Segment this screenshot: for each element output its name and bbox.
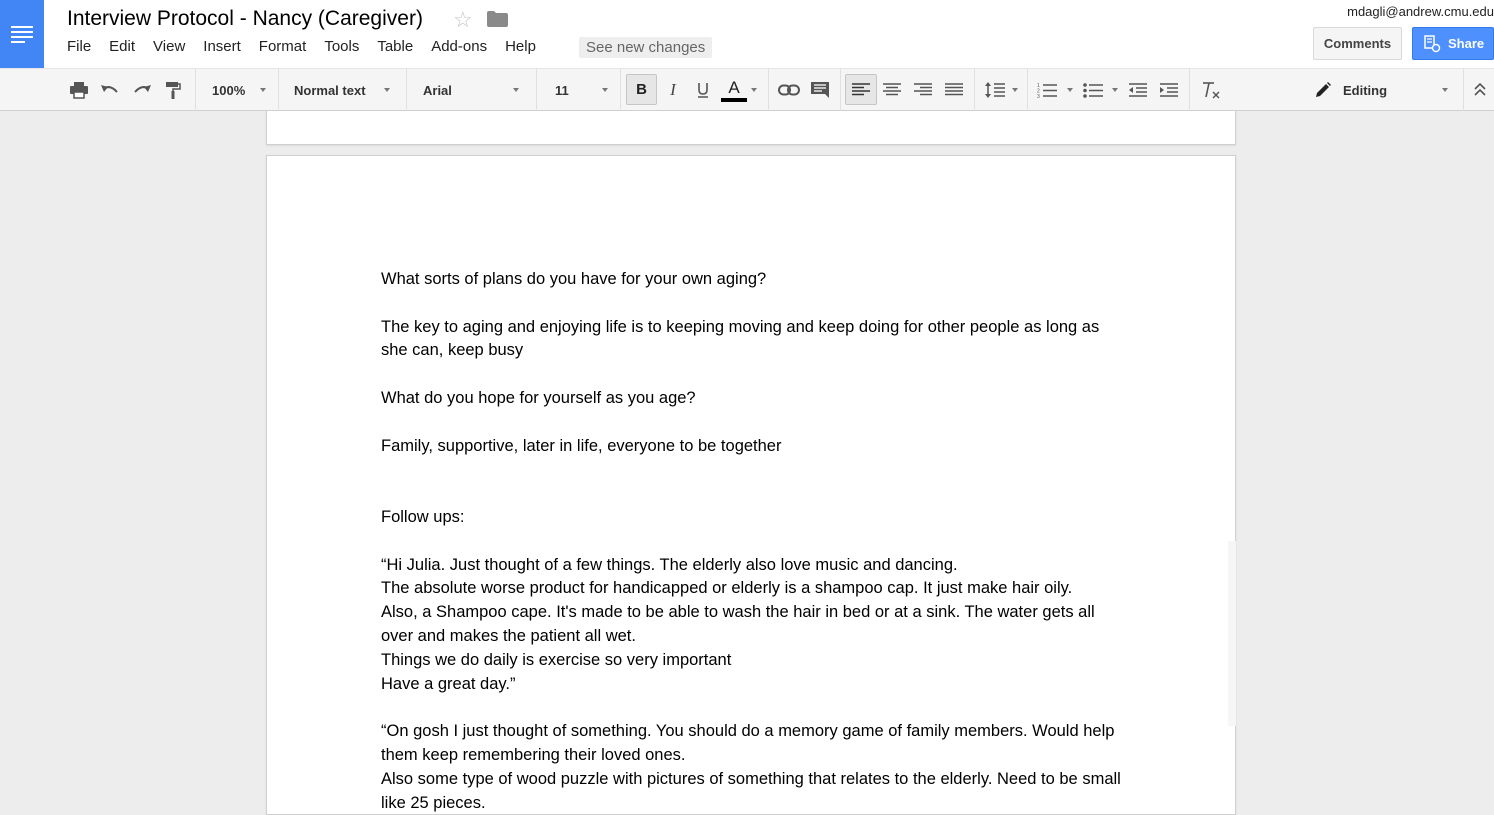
pencil-icon [1313,69,1333,111]
font-caret-icon [513,88,519,92]
bulleted-list-caret-icon [1112,88,1118,92]
header [0,0,1494,68]
numbered-list-icon[interactable] [1036,69,1058,111]
document-title[interactable]: Interview Protocol - Nancy (Caregiver) [67,7,423,30]
folder-icon[interactable] [487,11,508,27]
paragraph[interactable]: The absolute worse product for handicapped or elderly is a shampoo cap. It just make hair oily. [381,579,1073,598]
svg-text:3: 3 [1037,94,1040,100]
editing-mode-caret-icon [1442,88,1448,92]
menu-file[interactable]: File [67,38,92,55]
line-spacing-caret-icon [1012,88,1018,92]
side-panel-edge [1228,541,1236,726]
bold-button[interactable]: B [626,74,657,105]
paragraph[interactable] [381,482,1126,506]
italic-icon[interactable]: I [670,80,676,99]
clear-formatting-icon[interactable] [1199,69,1223,111]
line-spacing-icon[interactable] [984,69,1006,111]
share-button[interactable] [1412,27,1494,60]
text-color-icon[interactable]: A [721,69,747,111]
menu-view[interactable]: View [153,38,186,55]
paragraph[interactable] [381,458,1126,482]
undo-icon[interactable] [99,69,121,111]
paragraph[interactable]: Family, supportive, later in life, everyone to be together [381,436,782,455]
menu-table[interactable]: Table [377,38,414,55]
decrease-indent-icon[interactable] [1127,69,1149,111]
paragraph[interactable] [381,363,1126,387]
text-color-caret-icon [751,88,757,92]
docs-home-icon[interactable] [0,0,44,68]
redo-icon[interactable] [131,69,153,111]
menu-bar [67,38,554,55]
menu-format[interactable]: Format [258,38,307,55]
align-center-icon[interactable] [881,69,903,111]
share-people-icon [1424,36,1440,52]
zoom-caret-icon [260,88,266,92]
style-caret-icon [384,88,390,92]
menu-tools[interactable]: Tools [324,38,360,55]
svg-text:1: 1 [1037,83,1040,89]
comments-button[interactable]: Comments [1313,27,1402,60]
increase-indent-icon[interactable] [1158,69,1180,111]
font-size-select[interactable]: 11 [555,82,569,98]
menu-insert[interactable]: Insert [203,38,241,55]
paragraph[interactable] [381,411,1126,435]
paint-format-icon[interactable] [162,69,184,111]
size-caret-icon [602,88,608,92]
paragraph[interactable]: “On gosh I just thought of something. You should do a memory game of family members. Would help them keep remembering their loved ones. [381,722,1115,764]
paragraph[interactable]: Also, a Shampoo cape. It's made to be able to wash the hair in bed or at a sink. The water gets all over and makes the patient all wet. [381,603,1095,645]
paragraph[interactable]: Have a great day.” [381,674,516,693]
print-icon[interactable] [68,69,90,111]
paragraph[interactable]: The key to aging and enjoying life is to keeping moving and keep doing for other people as long as she can, keep busy [381,317,1100,360]
document-body[interactable] [381,268,1126,815]
link-icon[interactable] [777,69,801,111]
paragraph[interactable]: Things we do daily is exercise so very important [381,650,732,669]
svg-text:2: 2 [1037,88,1040,95]
numbered-list-caret-icon [1067,88,1073,92]
star-icon[interactable]: ☆ [453,7,473,32]
zoom-select[interactable]: 100% [212,82,246,98]
paragraph[interactable]: What do you hope for yourself as you age? [381,388,696,407]
collapse-menus-icon[interactable] [1470,69,1490,111]
menu-help[interactable]: Help [505,38,536,55]
previous-page-bottom [266,111,1236,145]
font-select[interactable]: Arial [423,82,452,98]
bulleted-list-icon[interactable] [1082,69,1104,111]
paragraph[interactable] [381,530,1126,554]
comment-icon[interactable] [809,69,831,111]
paragraph[interactable]: “Hi Julia. Just thought of a few things. The elderly also love music and dancing. [381,555,958,574]
editing-mode-select[interactable]: Editing [1343,82,1388,98]
menu-addons[interactable]: Add-ons [431,38,488,55]
paragraph[interactable]: Also some type of wood puzzle with pictures of something that relates to the elderly. Need to be small like 25 pieces. [381,769,1121,812]
underline-icon[interactable] [692,69,714,111]
paragraph[interactable]: What sorts of plans do you have for your own aging? [381,270,767,288]
share-label: Share [1448,36,1485,51]
menu-edit[interactable]: Edit [109,38,136,55]
style-select[interactable]: Normal text [294,82,366,98]
user-email[interactable]: mdagli@andrew.cmu.edu [1347,4,1494,19]
align-left-icon[interactable] [845,74,877,105]
paragraph[interactable] [381,696,1126,720]
see-new-changes-button[interactable]: See new changes [579,37,712,58]
paragraph[interactable] [381,292,1126,316]
paragraph[interactable]: Follow ups: [381,507,465,526]
justify-icon[interactable] [943,69,965,111]
align-right-icon[interactable] [912,69,934,111]
toolbar [0,68,1494,111]
